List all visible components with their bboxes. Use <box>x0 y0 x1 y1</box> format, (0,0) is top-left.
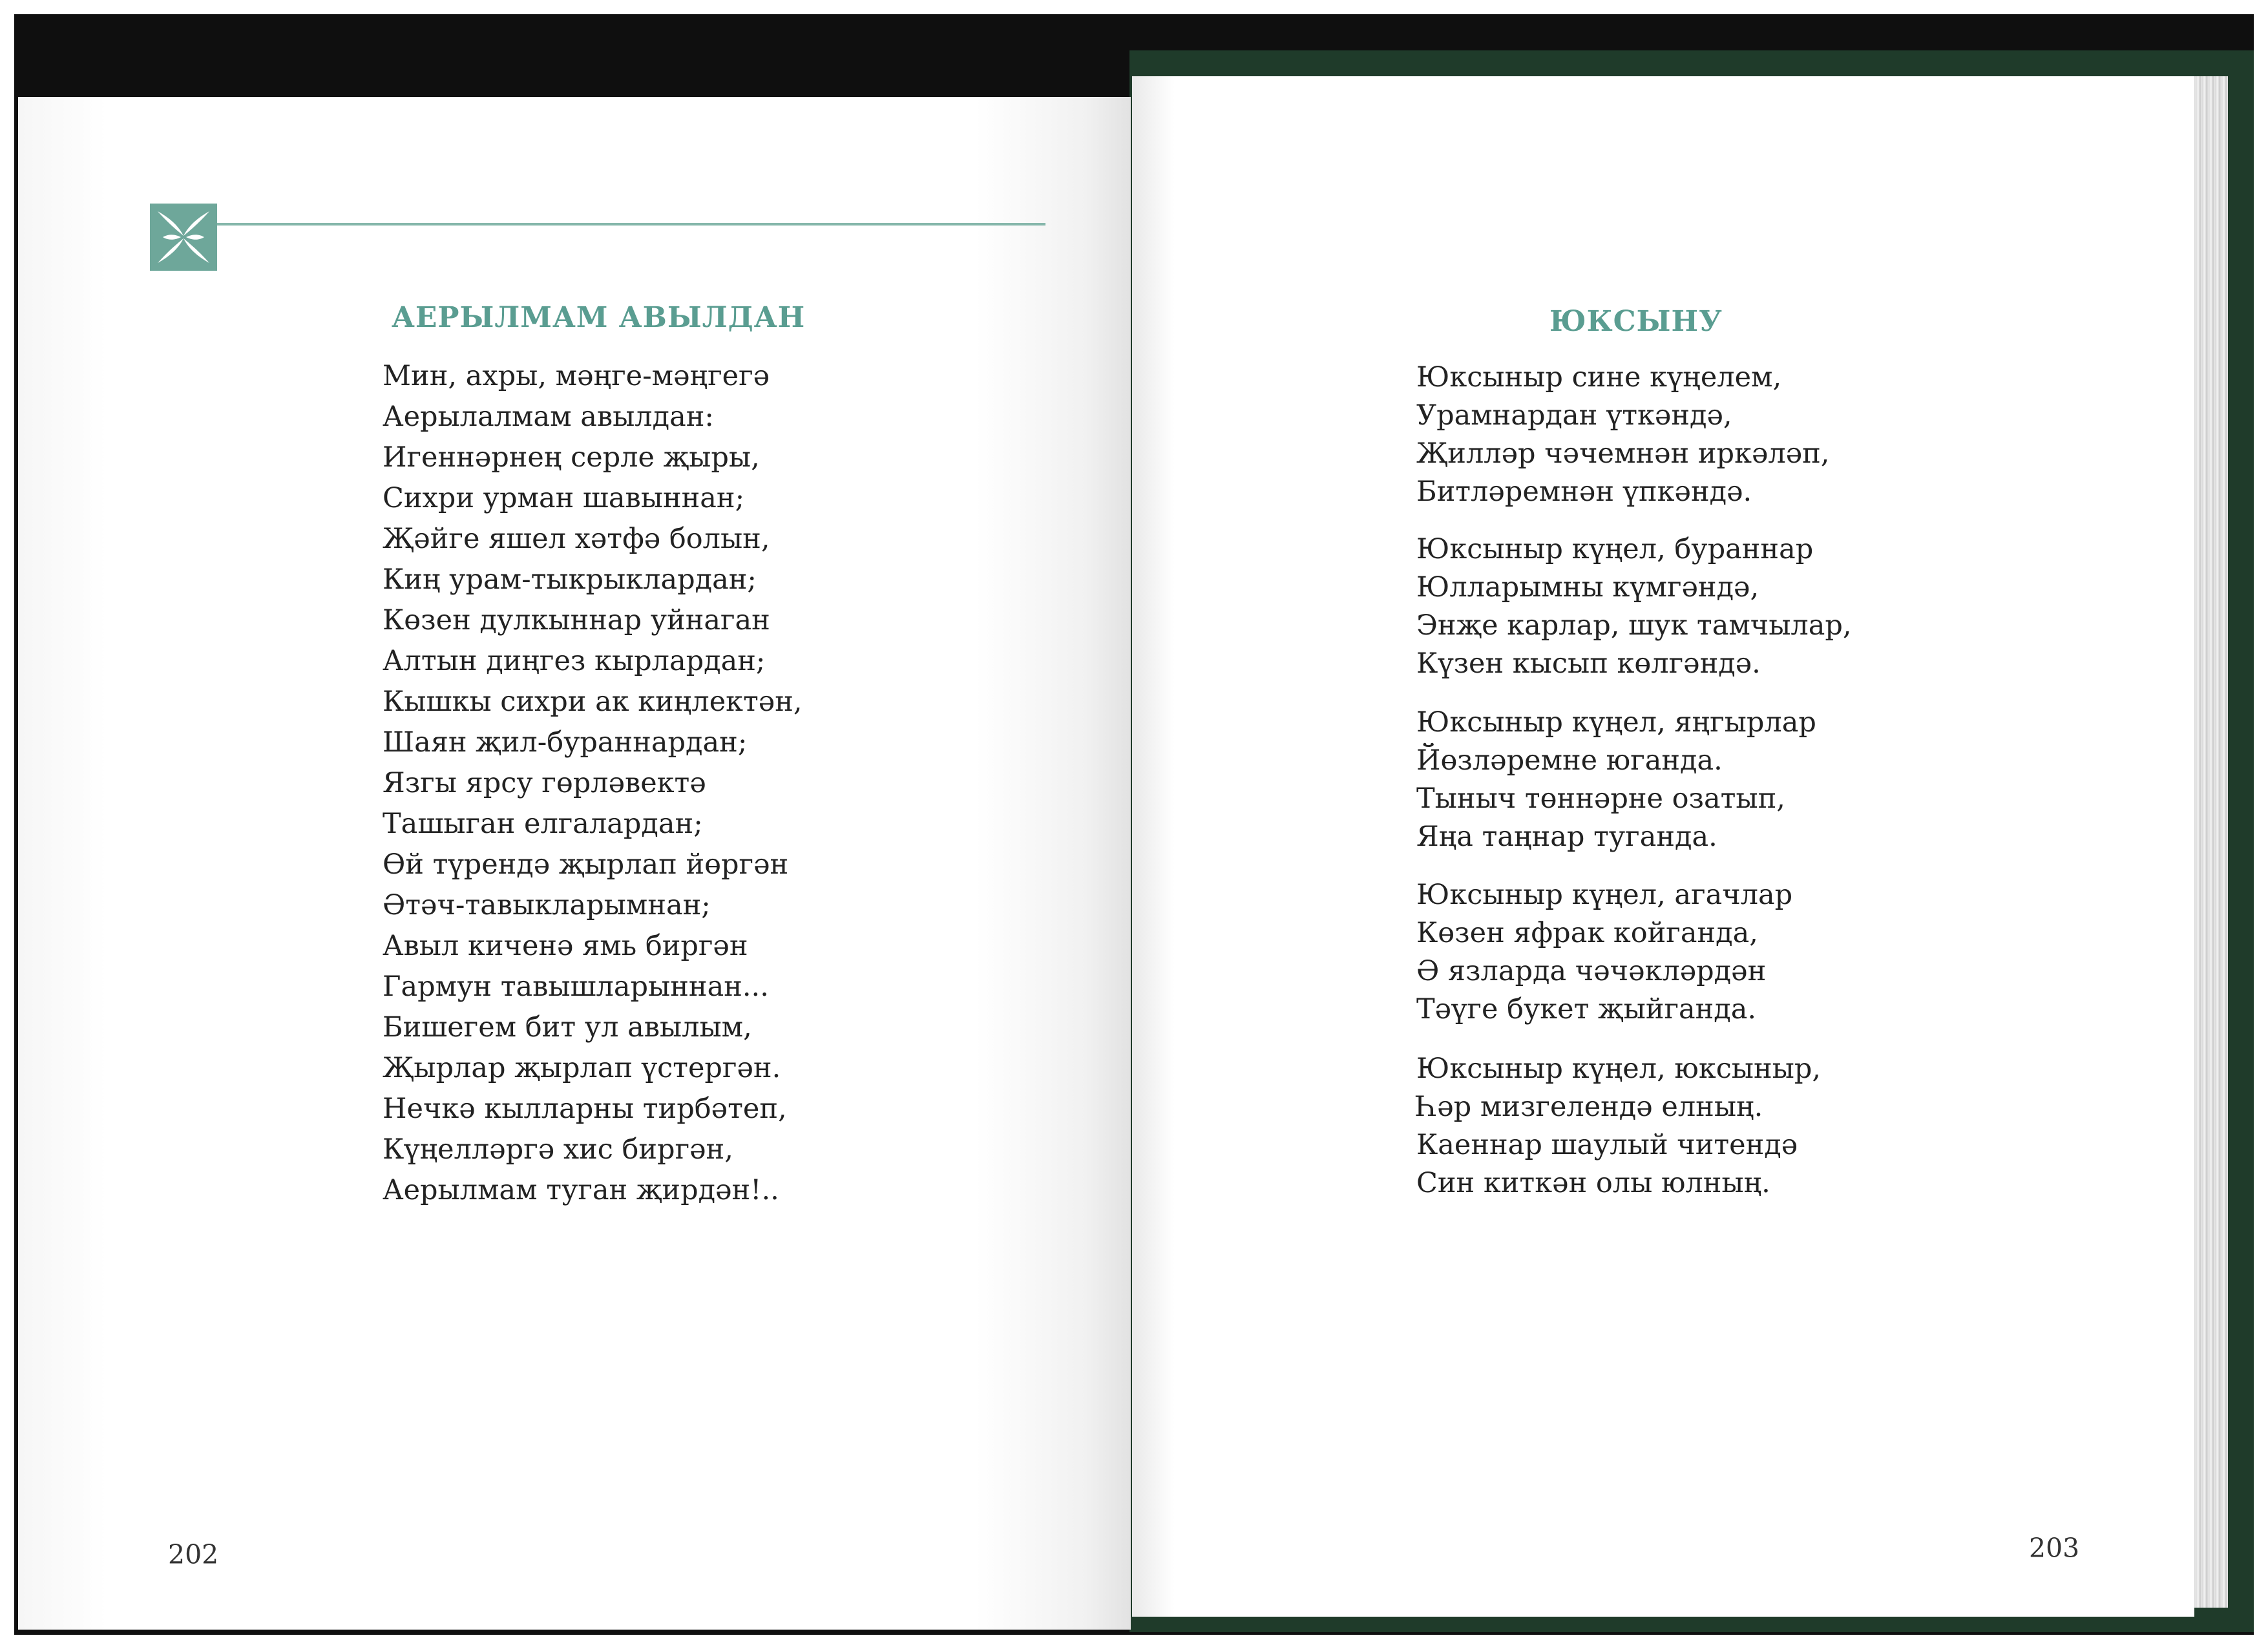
poem-line: Җәйге яшел хәтфә болын, <box>383 523 770 555</box>
poem-title-left: АЕРЫЛМАМ АВЫЛДАН <box>392 301 806 334</box>
poem-line: Гармун тавышларыннан... <box>383 971 769 1003</box>
poem-line: Юксыныр күңел, яңгырлар <box>1416 706 1816 739</box>
poem-line: Күңелләргә хис биргән, <box>383 1133 733 1166</box>
poem-line: Урамнардан үткәндә, <box>1416 399 1732 432</box>
poem-line: Һәр мизгелендә елның. <box>1416 1091 1763 1123</box>
poem-line: Авыл киченә ямь биргән <box>383 930 748 962</box>
poem-title-right: ЮКСЫНУ <box>1549 305 1723 338</box>
poem-right <box>1416 359 1998 1212</box>
poem-line: Җилләр чәчемнән иркәләп, <box>1416 437 1830 470</box>
poem-line: Тәүге букет җыйганда. <box>1416 993 1757 1025</box>
poem-line: Юксыныр күңел, агачлар <box>1416 879 1793 911</box>
poem-line: Юлларымны күмгәндә, <box>1416 571 1759 604</box>
poem-line: Көзен дулкыннар уйнаган <box>383 604 770 636</box>
poem-line: Юксыныр күңел, бураннар <box>1416 533 1814 565</box>
stanza <box>1416 704 1816 856</box>
stanza <box>1416 1050 1821 1203</box>
poem-line: Игеннәрнең серле җыры, <box>383 441 760 474</box>
poem-line: Йөзләремне юганда. <box>1416 744 1723 777</box>
poem-line: Өй түрендә җырлап йөргән <box>383 848 789 881</box>
poem-line: Ә язларда чәчәкләрдән <box>1416 955 1767 987</box>
poem-line: Аерылмам туган җирдән!.. <box>383 1174 779 1206</box>
poem-line: Кышкы сихри ак киңлектән, <box>383 686 803 718</box>
poem-line: Язгы ярсу гөрләвектә <box>383 767 706 799</box>
page-number-right: 203 <box>2029 1533 2080 1564</box>
poem-line: Юксыныр күңел, юксыныр, <box>1416 1053 1822 1085</box>
poem-line: Күзен кысып көлгәндә. <box>1416 647 1761 680</box>
page-number-left: 202 <box>168 1539 219 1570</box>
poem-line: Тыныч төннәрне озатып, <box>1416 782 1785 815</box>
poem-line: Көзен яфрак койганда, <box>1416 917 1758 949</box>
poem-line: Аерылалмам авылдан: <box>383 401 714 433</box>
poem-line: Шаян җил-бураннардан; <box>383 726 748 759</box>
poem-line: Каеннар шаулый читендә <box>1416 1129 1798 1161</box>
ornament-icon <box>150 204 217 271</box>
stanza <box>1416 530 1852 683</box>
poem-line: Юксыныр сине күңелем, <box>1416 361 1782 394</box>
stanza <box>1416 876 1792 1029</box>
poem-line: Бишегем бит ул авылым, <box>383 1011 752 1044</box>
page-edges <box>2189 76 2228 1608</box>
poem-line: Җырлар җырлап үстергән. <box>383 1052 781 1084</box>
poem-line: Алтын диңгез кырлардан; <box>383 645 766 677</box>
poem-line: Киң урам-тыкрыклардан; <box>383 563 757 596</box>
poem-left <box>383 356 803 1211</box>
header-rule <box>217 223 1045 226</box>
poem-line: Мин, ахры, мәңге-мәңгегә <box>383 360 770 392</box>
stanza <box>1416 359 1829 511</box>
poem-line: Битләремнән үпкәндә. <box>1416 476 1752 508</box>
poem-line: Сихри урман шавыннан; <box>383 482 745 514</box>
poem-line: Син киткән олы юлның. <box>1416 1167 1770 1199</box>
poem-line: Нечкә кылларны тирбәтеп, <box>383 1093 787 1125</box>
poem-line: Яңа таңнар туганда. <box>1416 821 1717 853</box>
poem-line: Ташыган елгалардан; <box>383 808 703 840</box>
poem-line: Әтәч-тавыкларымнан; <box>383 889 711 921</box>
poem-line: Энҗе карлар, шук тамчылар, <box>1416 609 1852 642</box>
